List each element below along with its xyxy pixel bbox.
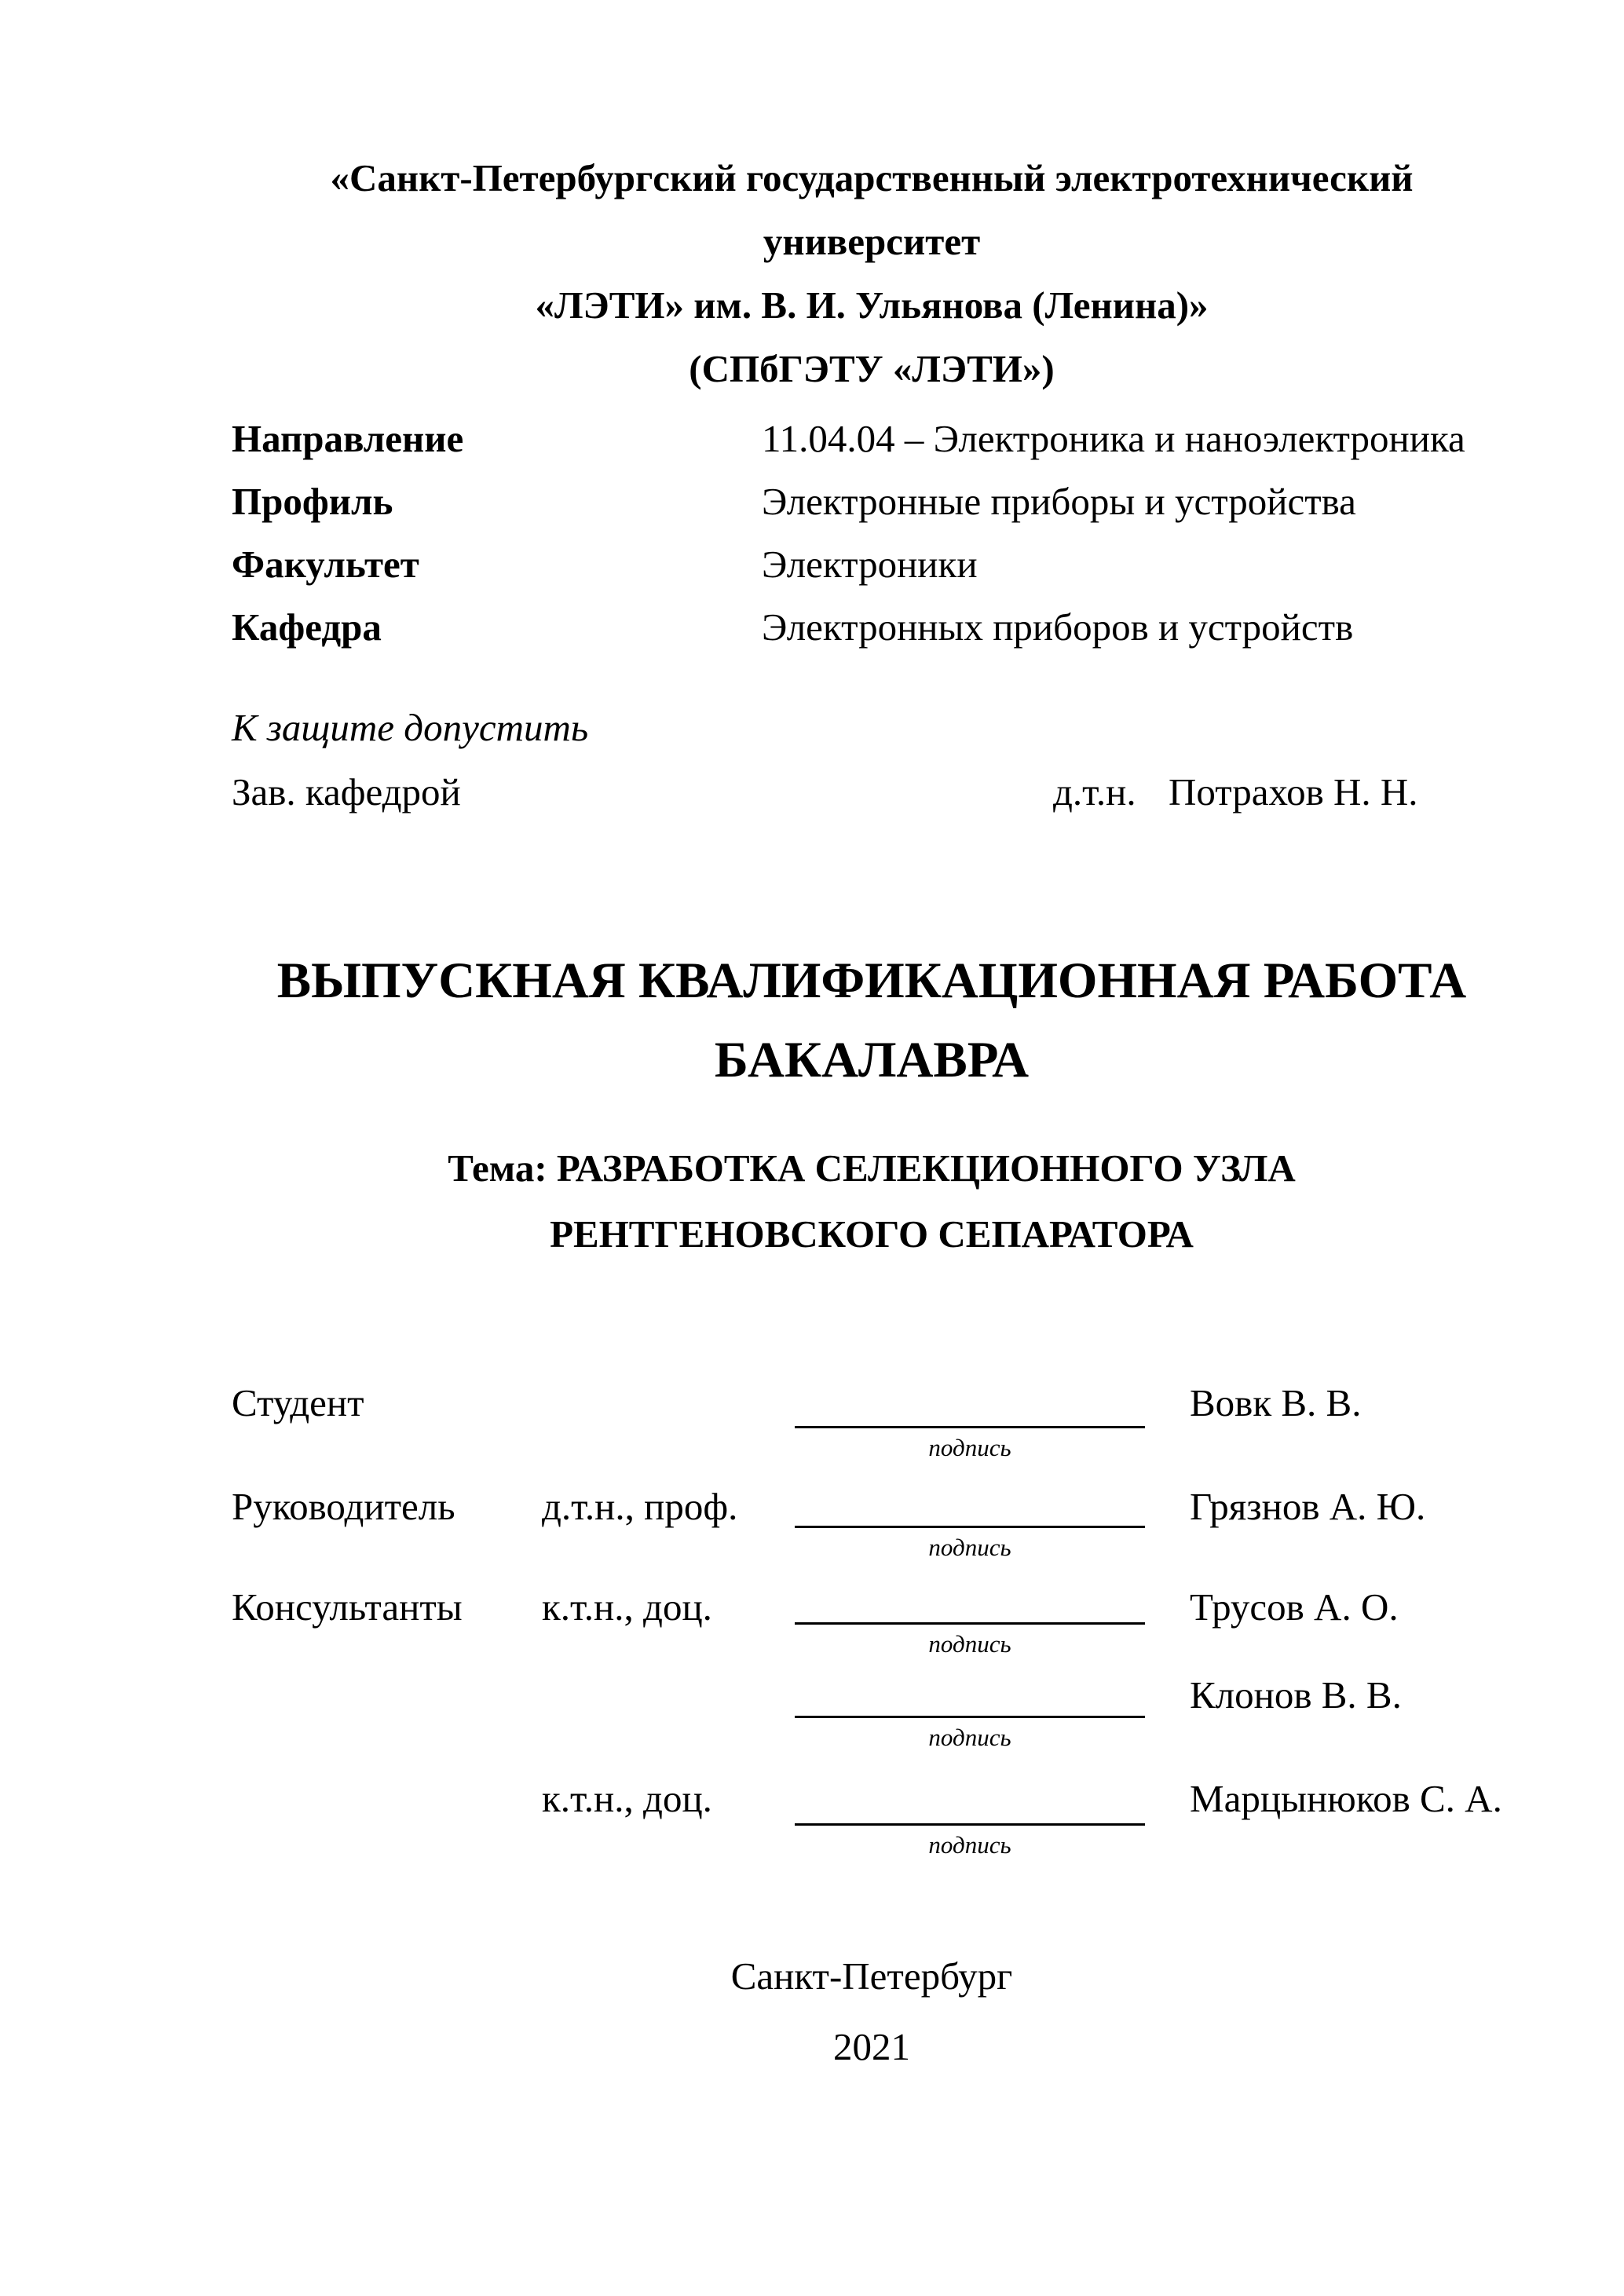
info-value-faculty: Электроники — [762, 543, 978, 586]
thesis-topic — [232, 1135, 1512, 1267]
thesis-title-line-1: ВЫПУСКНАЯ КВАЛИФИКАЦИОННАЯ РАБОТА — [276, 952, 1467, 1009]
signature-caption: подпись — [928, 1434, 1011, 1461]
signature-caption: подпись — [928, 1724, 1011, 1751]
signature-line — [795, 1622, 1145, 1625]
signature-role: Студент — [232, 1381, 364, 1424]
signature-caption: подпись — [928, 1831, 1011, 1859]
signature-degree: к.т.н., доц. — [542, 1585, 712, 1629]
footer-city: Санкт-Петербург — [730, 1954, 1013, 1998]
info-value-direction: 11.04.04 – Электроника и наноэлектроника — [762, 417, 1465, 460]
footer-year: 2021 — [833, 2025, 910, 2068]
info-label-department: Кафедра — [232, 605, 382, 649]
signature-name: Клонов В. В. — [1190, 1673, 1402, 1717]
signature-name: Вовк В. В. — [1190, 1381, 1362, 1424]
university-name-line-1: «Санкт-Петербургский государственный электротехнический университет — [330, 156, 1414, 263]
info-label-direction: Направление — [232, 417, 464, 460]
signature-degree: д.т.н., проф. — [542, 1485, 738, 1528]
thesis-topic-line-1: Тема: РАЗРАБОТКА СЕЛЕКЦИОННОГО УЗЛА — [448, 1146, 1296, 1190]
thesis-topic-line-2: РЕНТГЕНОВСКОГО СЕПАРАТОРА — [550, 1212, 1194, 1256]
signature-caption: подпись — [928, 1630, 1011, 1658]
signature-role: Руководитель — [232, 1485, 455, 1528]
university-header — [232, 146, 1512, 400]
signature-role: Консультанты — [232, 1585, 463, 1629]
thesis-title — [232, 941, 1512, 1100]
signature-degree: к.т.н., доц. — [542, 1777, 712, 1820]
info-value-department: Электронных приборов и устройств — [762, 605, 1354, 649]
info-label-profile: Профиль — [232, 480, 393, 523]
info-label-faculty: Факультет — [232, 543, 419, 586]
signature-name: Марцынюков С. А. — [1190, 1777, 1502, 1820]
signature-line — [795, 1426, 1145, 1428]
university-name-line-3: (СПбГЭТУ «ЛЭТИ») — [689, 347, 1055, 390]
university-name-line-2: «ЛЭТИ» им. В. И. Ульянова (Ленина)» — [535, 283, 1209, 327]
signature-line — [795, 1716, 1145, 1718]
admission-role: Зав. кафедрой — [232, 770, 461, 813]
signature-line — [795, 1526, 1145, 1528]
signature-line — [795, 1823, 1145, 1826]
info-value-profile: Электронные приборы и устройства — [762, 480, 1356, 523]
thesis-title-line-2: БАКАЛАВРА — [714, 1032, 1030, 1088]
signature-caption: подпись — [928, 1534, 1011, 1561]
admission-degree: д.т.н. — [1053, 770, 1136, 813]
admission-note: К защите допустить — [232, 706, 589, 749]
admission-approver-name: Потрахов Н. Н. — [1169, 770, 1418, 813]
signature-name: Трусов А. О. — [1190, 1585, 1399, 1629]
signature-name: Грязнов А. Ю. — [1190, 1485, 1426, 1528]
